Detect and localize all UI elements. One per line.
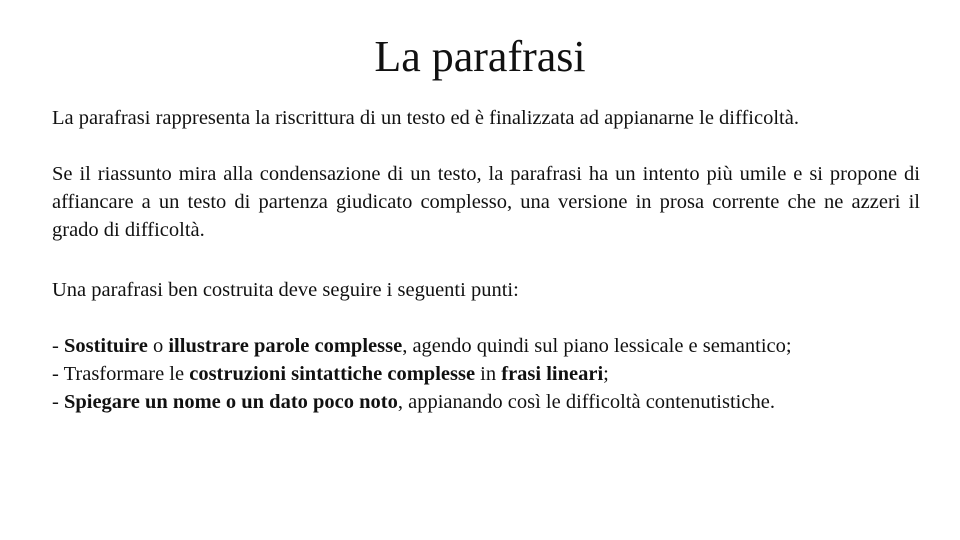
comparison-paragraph: Se il riassunto mira alla condensazione di un testo, la parafrasi ha un intento più umile e si propone di affiancare a un testo di partenza giudicato complesso, una versione in prosa corrente che ne azzeri il grado di difficoltà.: [52, 163, 920, 241]
list-dash: -: [52, 335, 64, 357]
points-list: [52, 332, 932, 416]
bold-term: Sostituire: [63, 335, 148, 357]
list-dash: -: [52, 363, 64, 385]
list-text: Trasformare le: [63, 363, 190, 385]
list-item: [52, 388, 932, 416]
list-dash: -: [52, 391, 64, 413]
bold-term: frasi lineari: [501, 363, 604, 385]
points-intro-paragraph: Una parafrasi ben costruita deve seguire i seguenti punti:: [52, 279, 519, 301]
list-item: [52, 360, 932, 388]
list-text: o: [147, 335, 169, 357]
list-text: , appianando così le difficoltà contenutistiche.: [397, 391, 775, 413]
bold-term: Spiegare un nome o un dato poco noto: [63, 391, 398, 413]
list-text: in: [475, 363, 502, 385]
list-text: , agendo quindi sul piano lessicale e semantico;: [402, 335, 792, 357]
list-item: [52, 332, 932, 360]
bold-term: illustrare parole complesse: [168, 335, 403, 357]
intro-paragraph: La parafrasi rappresenta la riscrittura di un testo ed è finalizzata ad appianarne le difficoltà.: [52, 107, 799, 129]
list-text: ;: [603, 363, 609, 385]
bold-term: costruzioni sintattiche complesse: [189, 363, 476, 385]
slide-title: La parafrasi: [374, 32, 586, 81]
